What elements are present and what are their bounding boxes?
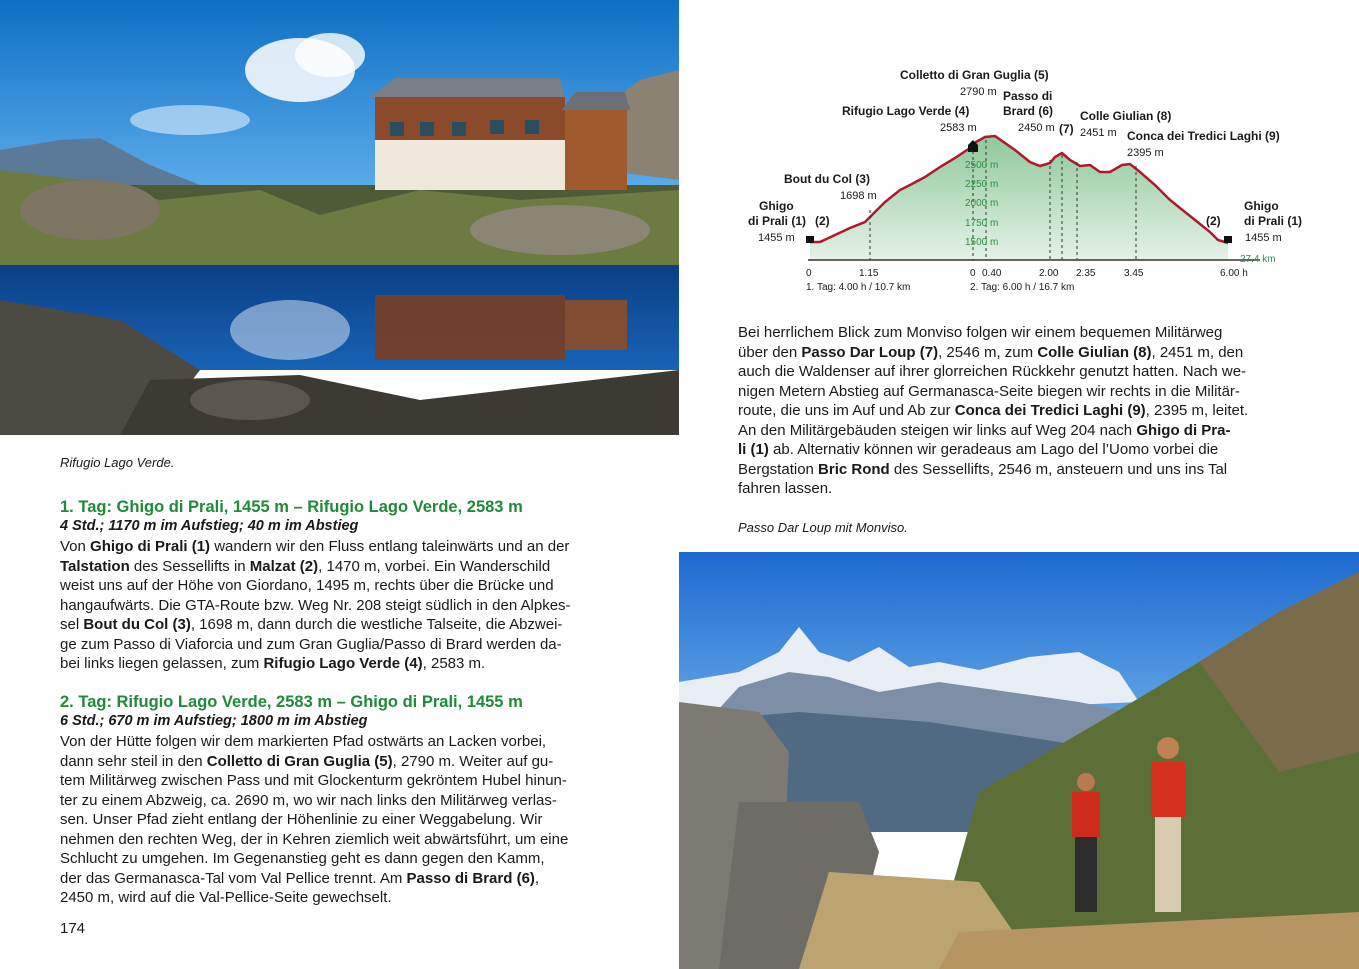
- bold-term: Malzat (2): [249, 557, 319, 575]
- text-run: des Sessellifts, 2546 m, ansteuern und uns ins Tal: [889, 460, 1228, 478]
- text-run: 2450 m, wird auf die Val-Pellice-Seite gewechselt.: [60, 889, 392, 906]
- time-ticks: [806, 268, 1248, 279]
- text-line: [60, 654, 620, 674]
- hikers-landscape-illustration: [679, 552, 1359, 969]
- time-tick: 6.00 h: [1220, 268, 1248, 279]
- day2-summary: 2. Tag: 6.00 h / 16.7 km: [970, 282, 1075, 293]
- text-line: [60, 635, 620, 655]
- text-line: [60, 869, 620, 889]
- hut-landscape-illustration: [0, 0, 679, 435]
- time-tick: 2.00: [1039, 268, 1059, 279]
- label-conca: Conca dei Tredici Laghi (9): [1127, 129, 1280, 143]
- text-line: [60, 791, 620, 811]
- text-run: über den: [738, 343, 802, 361]
- label-colletto: Colletto di Gran Guglia (5): [900, 68, 1049, 82]
- elevation-profile-chart: [740, 60, 1320, 300]
- text-run: , 2790 m. Weiter auf gu-: [392, 752, 554, 770]
- text-line: [60, 615, 620, 635]
- bold-term: li (1): [738, 441, 769, 458]
- alt-bout-du-col: 1698 m: [840, 190, 877, 202]
- text-run: hangaufwärts. Die GTA-Route bzw. Weg Nr. 208 steigt südlich in den Alpkes-: [60, 596, 571, 614]
- text-line: [60, 888, 620, 908]
- right-paragraph: [738, 323, 1299, 499]
- alt-colletto: 2790 m: [960, 86, 997, 98]
- alt-conca: 2395 m: [1127, 147, 1164, 159]
- text-line: [60, 849, 620, 869]
- text-run: Bergstation: [738, 460, 819, 478]
- day2-title: 2. Tag: Rifugio Lago Verde, 2583 m – Ghigo di Prali, 1455 m: [60, 693, 523, 711]
- bold-term: Ghigo di Pra-: [1136, 421, 1231, 439]
- elevation-profile: [740, 60, 1320, 300]
- text-run: tem Militärweg zwischen Pass und mit Glockenturm gekröntem Hubel hinun-: [60, 772, 567, 789]
- text-run: , 2583 m.: [422, 655, 486, 672]
- bold-term: Ghigo di Prali (1): [90, 538, 211, 555]
- time-tick: 1.15: [859, 268, 879, 279]
- label-marker-2-left: (2): [815, 214, 830, 228]
- bold-term: Colletto di Gran Guglia (5): [206, 752, 393, 770]
- text-line: [60, 576, 620, 596]
- text-run: An den Militärgebäuden steigen wir links auf Weg 204 nach: [738, 421, 1137, 439]
- bold-term: Talstation: [60, 557, 130, 575]
- text-run: , 1698 m, dann durch die westliche Talseite, die Abzwei-: [190, 616, 563, 633]
- text-run: nigen Metern Abstieg auf Germanasca-Seite biegen wir rechts in die Militär-: [738, 382, 1240, 400]
- text-line: [738, 382, 1299, 402]
- start-icon: [806, 236, 814, 243]
- text-run: dann sehr steil in den: [60, 752, 207, 770]
- bold-term: Colle Giulian (8): [1037, 343, 1152, 361]
- photo-rifugio-lago-verde: [0, 0, 679, 435]
- distance-label: 27.4 km: [1240, 254, 1276, 265]
- alt-rifugio: 2583 m: [940, 122, 977, 134]
- text-line: [738, 460, 1299, 480]
- bold-term: Conca dei Tredici Laghi (9): [954, 402, 1146, 419]
- day1-summary: 1. Tag: 4.00 h / 10.7 km: [806, 282, 911, 293]
- text-line: [738, 440, 1299, 460]
- text-run: fahren lassen.: [738, 480, 833, 497]
- label-colle-giulian: Colle Giulian (8): [1080, 109, 1172, 123]
- text-run: sel: [60, 616, 84, 633]
- time-tick: 0: [970, 268, 976, 279]
- label-ghigo-right-1: Ghigo: [1244, 199, 1279, 213]
- label-ghigo-right-2: di Prali (1): [1244, 214, 1303, 228]
- alt-passo-brard: 2450 m: [1018, 122, 1055, 134]
- text-run: ab. Alternativ können wir geradeaus am Lago del l’Uomo vorbei die: [768, 441, 1219, 458]
- text-line: [60, 537, 620, 557]
- text-line: [738, 343, 1299, 363]
- text-line: [738, 323, 1299, 343]
- text-run: Bei herrlichem Blick zum Monviso folgen wir einem bequemen Militärweg: [738, 324, 1223, 341]
- time-tick: 2.35: [1076, 268, 1096, 279]
- text-line: [60, 732, 620, 752]
- page-number: 174: [60, 920, 86, 937]
- label-bout-du-col: Bout du Col (3): [784, 172, 870, 186]
- text-line: [738, 421, 1299, 441]
- text-run: , 2451 m, den: [1151, 343, 1244, 361]
- text-run: auch die Waldenser auf ihrer glorreichen Rückkehr genutzt hatten. Nach we-: [738, 363, 1247, 380]
- label-passo-brard-1: Passo di: [1003, 89, 1053, 103]
- text-line: [738, 479, 1299, 499]
- text-run: , 1470 m, vorbei. Ein Wanderschild: [318, 557, 551, 575]
- text-line: [60, 810, 620, 830]
- alt-colle-giulian: 2451 m: [1080, 127, 1117, 139]
- text-run: des Sessellifts in: [129, 557, 250, 575]
- elev-tick: 2250 m: [965, 179, 999, 190]
- text-run: , 2395 m, leitet.: [1145, 402, 1249, 419]
- text-run: sen. Unser Pfad zieht entlang der Höhenlinie zu einer Weggabelung. Wir: [60, 811, 543, 828]
- time-tick: 0: [806, 268, 812, 279]
- bold-term: Bric Rond: [818, 460, 890, 478]
- text-run: ,: [534, 869, 540, 887]
- text-run: weist uns auf der Höhe von Giordano, 1495 m, rechts über die Brücke und: [60, 577, 554, 594]
- label-rifugio: Rifugio Lago Verde (4): [842, 104, 970, 118]
- text-run: ge zum Passo di Viaforcia und zum Gran Guglia/Passo di Brard werden da-: [60, 635, 562, 653]
- bold-term: Bout du Col (3): [83, 616, 191, 633]
- alt-ghigo-left: 1455 m: [758, 232, 795, 244]
- label-marker-2-right: (2): [1206, 214, 1221, 228]
- text-line: [738, 362, 1299, 382]
- label-ghigo-left-1: Ghigo: [759, 199, 794, 213]
- elev-tick: 2500 m: [965, 160, 999, 171]
- photo-passo-dar-loup: [679, 552, 1359, 969]
- end-icon: [1224, 236, 1232, 243]
- text-run: route, die uns im Auf und Ab zur: [738, 402, 955, 419]
- text-run: Von der Hütte folgen wir dem markierten Pfad ostwärts an Lacken vorbei,: [60, 733, 547, 750]
- photo-hut-caption: Rifugio Lago Verde.: [60, 455, 175, 470]
- text-run: Von: [60, 538, 91, 555]
- label-marker-7: (7): [1059, 122, 1074, 136]
- text-run: nehmen den rechten Weg, der in Kehren ziemlich weit abwärtsführt, um eine: [60, 830, 569, 848]
- text-run: Schlucht zu umgehen. Im Gegenanstieg geht es dann gegen den Kamm,: [60, 850, 545, 867]
- day2-paragraph: [60, 732, 620, 908]
- photo-hikers-caption: Passo Dar Loup mit Monviso.: [738, 520, 908, 535]
- text-run: bei links liegen gelassen, zum: [60, 655, 264, 672]
- text-line: [738, 401, 1299, 421]
- day2-subtitle: 6 Std.; 670 m im Aufstieg; 1800 m im Abstieg: [60, 713, 368, 729]
- label-ghigo-left-2: di Prali (1): [748, 214, 807, 228]
- elev-tick: 1500 m: [965, 237, 999, 248]
- text-line: [60, 752, 620, 772]
- text-line: [60, 557, 620, 577]
- text-line: [60, 771, 620, 791]
- bold-term: Passo Dar Loup (7): [801, 343, 939, 361]
- label-passo-brard-2: Brard (6): [1003, 104, 1054, 118]
- text-run: ter zu einem Abzweig, ca. 2690 m, wo wir nach links den Militärweg verlas-: [60, 791, 557, 809]
- elev-tick: 2000 m: [965, 198, 999, 209]
- text-run: , 2546 m, zum: [938, 343, 1038, 361]
- elev-tick: 1750 m: [965, 218, 999, 229]
- text-line: [60, 596, 620, 616]
- time-tick: 0.40: [982, 268, 1002, 279]
- bold-term: Passo di Brard (6): [406, 869, 535, 887]
- text-run: wandern wir den Fluss entlang taleinwärts und an der: [210, 538, 570, 555]
- alt-ghigo-right: 1455 m: [1245, 232, 1282, 244]
- day1-title: 1. Tag: Ghigo di Prali, 1455 m – Rifugio Lago Verde, 2583 m: [60, 498, 523, 516]
- day1-paragraph: [60, 537, 620, 674]
- day1-subtitle: 4 Std.; 1170 m im Aufstieg; 40 m im Abstieg: [60, 518, 359, 534]
- time-tick: 3.45: [1124, 268, 1144, 279]
- text-line: [60, 830, 620, 850]
- bold-term: Rifugio Lago Verde (4): [263, 655, 423, 672]
- text-run: der das Germanasca-Tal vom Val Pellice trennt. Am: [60, 869, 407, 887]
